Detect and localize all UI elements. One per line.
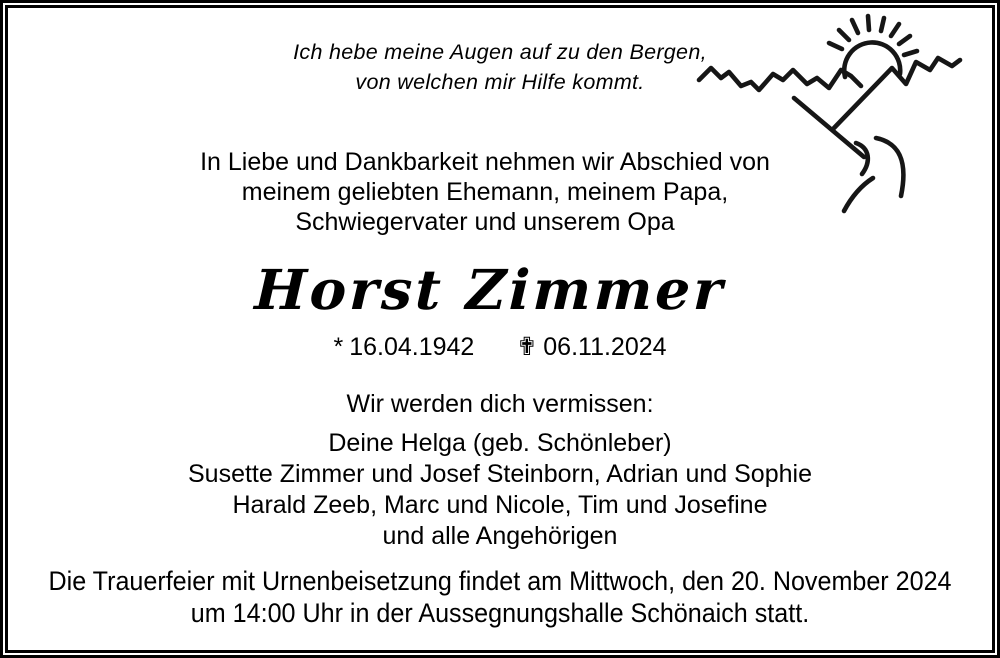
funeral-line-1: Die Trauerfeier mit Urnenbeisetzung findet am Mittwoch, den 20. November 2024 — [48, 566, 952, 596]
mourner-line: Susette Zimmer und Josef Steinborn, Adrian und Sophie — [188, 460, 812, 488]
death-date: 06.11.2024 — [543, 333, 667, 361]
deceased-name: Horst Zimmer — [253, 257, 727, 322]
funeral-line-2: um 14:00 Uhr in der Aussegnungshalle Schönaich statt. — [190, 598, 810, 628]
mourners-list — [8, 428, 992, 552]
cross-icon: ✟ — [516, 333, 538, 361]
intro-line-3: Schwiegervater und unserem Opa — [295, 208, 675, 236]
mourner-line: Deine Helga (geb. Schönleber) — [328, 429, 672, 457]
birth-date: 16.04.1942 — [349, 333, 475, 361]
quote-line-2: von welchen mir Hilfe kommt. — [355, 70, 645, 94]
inner-frame — [5, 5, 995, 653]
intro-line-1: In Liebe und Dankbarkeit nehmen wir Abschied von — [200, 148, 770, 176]
life-dates — [8, 333, 992, 361]
mourner-line: und alle Angehörigen — [382, 522, 618, 550]
birth-date-group — [333, 333, 474, 361]
funeral-info — [42, 565, 957, 629]
death-date-group — [516, 333, 666, 361]
mourner-line: Harald Zeeb, Marc und Nicole, Tim und Josefine — [232, 491, 768, 519]
birth-star-icon: * — [333, 333, 344, 361]
intro-text — [5, 147, 977, 237]
quote-line-1: Ich hebe meine Augen auf zu den Bergen, — [293, 40, 707, 64]
missing-line: Wir werden dich vermissen: — [346, 390, 654, 418]
intro-line-2: meinem geliebten Ehemann, meinem Papa, — [241, 178, 729, 206]
